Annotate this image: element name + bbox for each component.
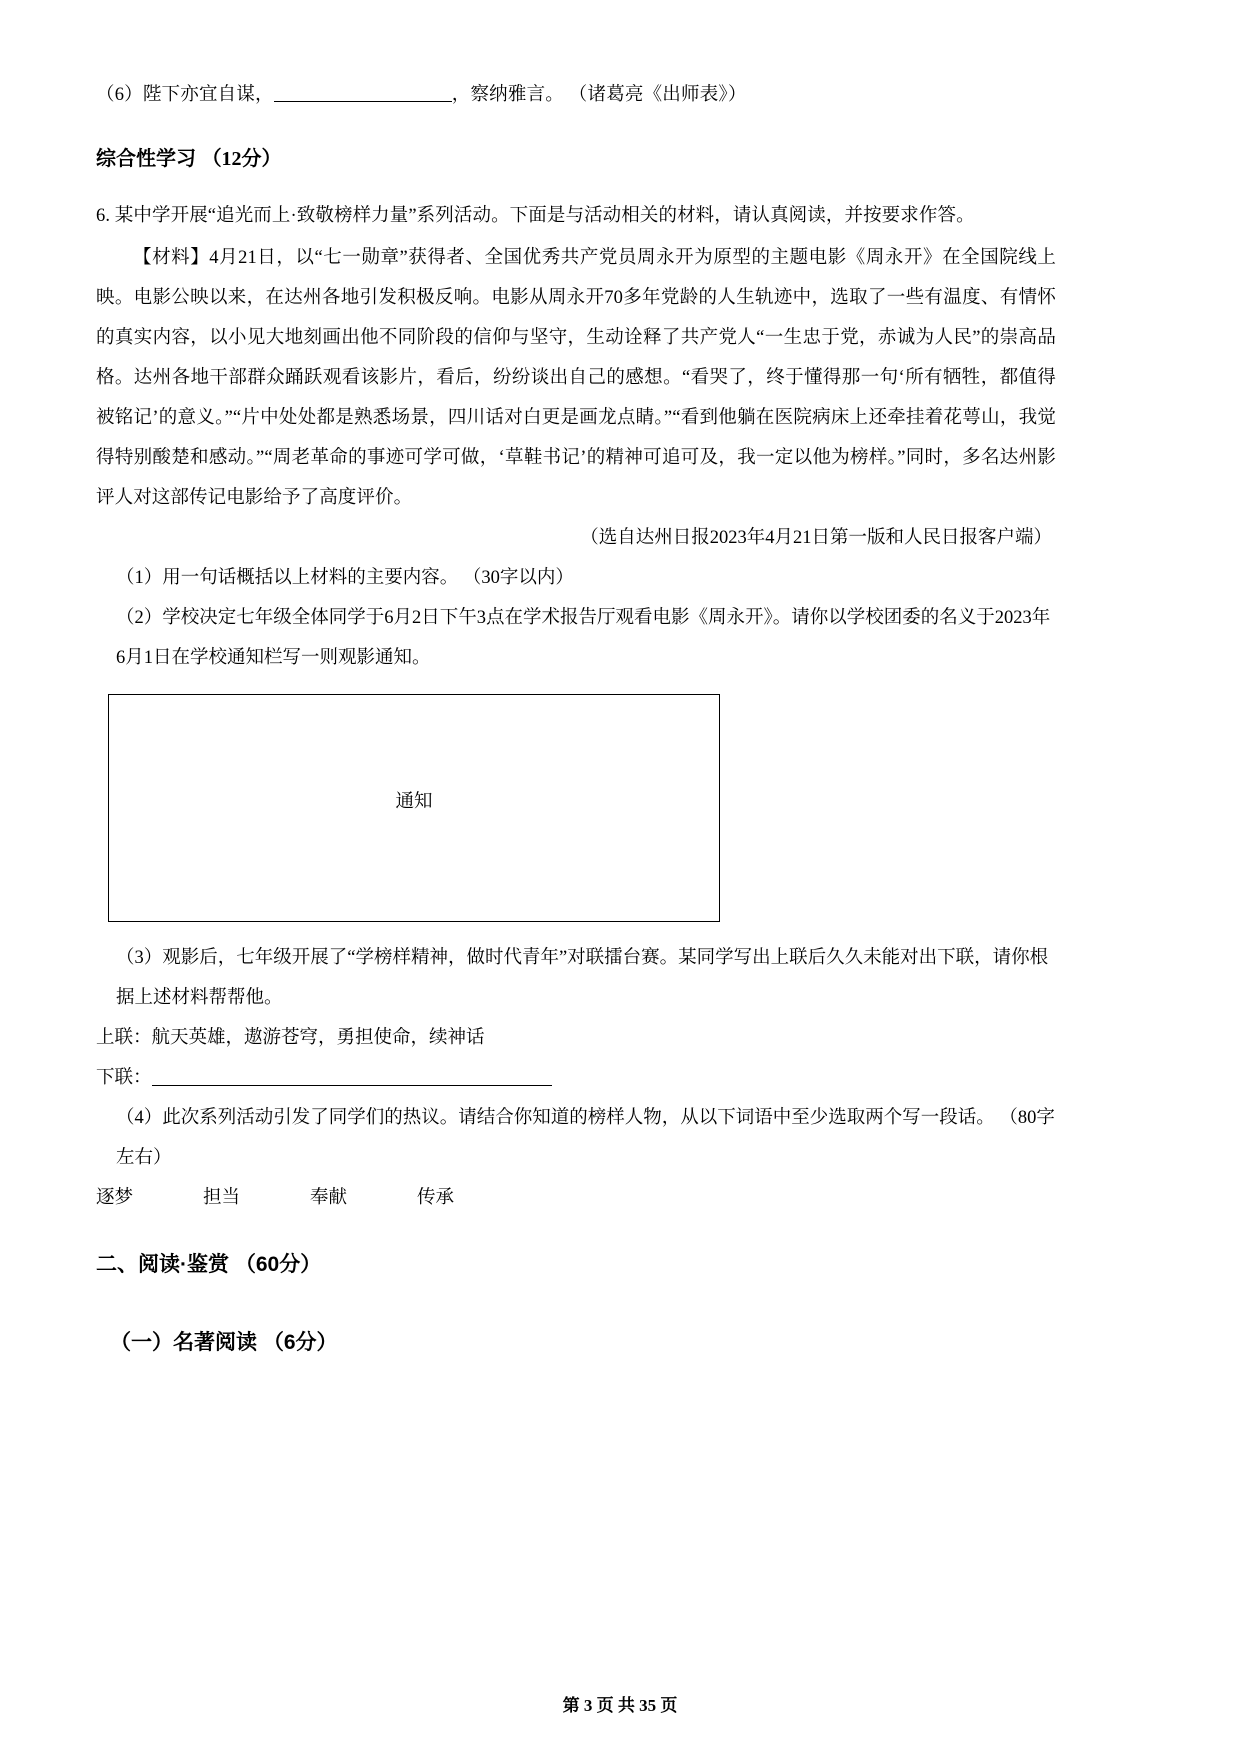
item-text-before: 陛下亦宜自谋， xyxy=(142,85,274,105)
couplet-upper-line xyxy=(96,1018,1056,1058)
item-number: （6） xyxy=(96,85,143,105)
section-heading-reading xyxy=(96,1248,1056,1282)
keyword-options xyxy=(96,1178,1056,1218)
question-6-sub-2: （2）学校决定七年级全体同学于6月2日下午3点在学术报告厅观看电影《周永开》。请你以学校团委的名义于2023年6月1日在学校通知栏写一则观影通知。 xyxy=(116,608,1051,668)
material-source: （选自达州日报2023年4月21日第一版和人民日报客户端） xyxy=(580,528,1052,548)
spacer xyxy=(133,1178,203,1218)
material-label: 【材料】 xyxy=(133,248,210,268)
keyword-item-0: 逐梦 xyxy=(96,1188,134,1208)
keyword-item-1: 担当 xyxy=(203,1188,241,1208)
spacer xyxy=(240,1178,310,1218)
item-text-after: ，察纳雅言。 （诸葛亮《出师表》） xyxy=(451,85,747,105)
material-body: 4月21日，以“七一勋章”获得者、全国优秀共产党员周永开为原型的主题电影《周永开》在全国院线上映。电影公映以来，在达州各地引发积极反响。电影从周永开70多年党龄的人生轨迹中，选取了一些有温度、有情怀的真实内容，以小见大地刻画出他不同阶段的信仰与坚守，生动诠释了共产党人“一生忠于党，赤诚为人民”的崇高品格。达州各地干部群众踊跃观看该影片，看后，纷纷谈出自己的感想。“看哭了，终于懂得那一句‘所有牺牲，都值得被铭记’的意义。”“片中处处都是熟悉场景，四川话对白更是画龙点睛。”“看到他躺在医院病床上还牵挂着花萼山，我觉得特别酸楚和感动。”“周老革命的事迹可学可做，‘草鞋书记’的精神可追可及，我一定以他为榜样。”同时，多名达州影评人对这部传记电影给予了高度评价。 xyxy=(96,248,1056,508)
couplet-upper-label: 上联： xyxy=(96,1028,152,1048)
section-title: （一）名著阅读 xyxy=(110,1331,257,1354)
section-heading-comprehensive xyxy=(96,144,1056,174)
section-title: 综合性学习 xyxy=(96,148,196,170)
section-title: 二、阅读·鉴赏 xyxy=(96,1253,229,1276)
question-5-item-6 xyxy=(96,76,1056,114)
page-footer: 第 3 页 共 35 页 xyxy=(562,1696,678,1715)
keyword-item-3: 传承 xyxy=(417,1188,455,1208)
question-6-sub-3: （3）观影后，七年级开展了“学榜样精神，做时代青年”对联擂台赛。某同学写出上联后久久未能对出下联，请你根据上述材料帮帮他。 xyxy=(116,948,1049,1008)
section-score: （12分） xyxy=(201,148,282,170)
spacer xyxy=(347,1178,417,1218)
section-heading-masterpiece xyxy=(96,1326,1056,1360)
couplet-lower-line xyxy=(96,1058,1056,1098)
notice-answer-box[interactable] xyxy=(108,694,720,922)
couplet-lower-label: 下联： xyxy=(96,1068,152,1088)
couplet-lower-blank[interactable] xyxy=(152,1068,552,1087)
section-score: （6分） xyxy=(262,1331,338,1354)
question-6-stem: 6. 某中学开展“追光而上·致敬榜样力量”系列活动。下面是与活动相关的材料，请认真阅读，并按要求作答。 xyxy=(96,206,975,226)
notice-box-label: 通知 xyxy=(395,792,433,812)
question-6-sub-1: （1）用一句话概括以上材料的主要内容。 （30字以内） xyxy=(116,568,574,588)
answer-blank[interactable] xyxy=(274,84,452,103)
page-content xyxy=(96,76,1056,1360)
keyword-item-2: 奉献 xyxy=(310,1188,348,1208)
couplet-upper-text: 航天英雄，遨游苍穹，勇担使命，续神话 xyxy=(151,1028,485,1048)
question-6-sub-4: （4）此次系列活动引发了同学们的热议。请结合你知道的榜样人物，从以下词语中至少选取两个写一段话。 （80字左右） xyxy=(116,1108,1055,1168)
section-score: （60分） xyxy=(234,1253,322,1276)
question-6-material xyxy=(96,238,1056,518)
